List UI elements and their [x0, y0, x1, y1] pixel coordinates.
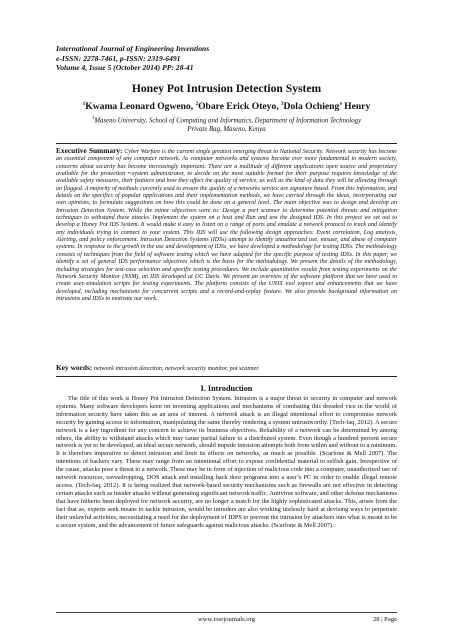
affiliation: Maseno University, School of Computing and Informatics, Department of Information Technology [94, 117, 362, 125]
journal-volume: Volume 4, Issue 5 (October 2014) PP: 28-41 [56, 63, 194, 73]
abstract [56, 147, 397, 303]
author-list [40, 101, 413, 112]
author-3-superscript: 3 [281, 101, 284, 107]
keywords [56, 363, 397, 372]
journal-issn: e-ISSN: 2278-7461, p-ISSN: 2319-6491 [56, 53, 181, 63]
introduction-paragraph: The title of this work is Honey Pot Intrusion Detection System. Intrusion is a major threat to security in computer and network systems. Many software developers keen on inventing applications and mechanisms of combating this dreaded vice in the world of information security have taken this as an area of interest. A network attack is an illegal intentional effort to compromise network security by gaining access to information, manipulating the same thereby rendering a system untrustworthy. (Tech-faq, 2012). A secure network is a key ingredient for any concern to achieve its business objectives. Reliability of a network can be determined by among others, the ability to withstand attacks which may cause partial failure to a distributed system. Even though a hundred percent secure network is yet to be developed, an ideal secure network, should impede intrusion attempts both from within and without to a minimum. It is therefore imperative to detect intrusion and limit its effects on networks, as much as possible. (Scarfone & Mell 2007). The intentions of hackers vary. These may range from an intentional effort to expose confidential material to selfish gain. Irrespective of the cause, attacks pose a threat to a network. These may be in form of injection of malicious code into a computer, unauthorized use of network resources, eavesdropping, DOS attack and installing back door programs into a user’s PC in order to enable illegal remote access. (Tech-faq, 2012). It is being realized that network-based security mechanisms such as firewalls are not effective in detecting certain attacks such as insider attacks without generating significant network traffic. Antivirus software, and other defense mechanisms that have hitherto been deployed for network security, are no longer a match for the highly sophisticated attacks. This, arises from the fact that as, experts seek means to tackle intrusion, would be intruders are also working tirelessly hard at devising ways to perpetrate their unlawful activities, necessitating a need for the deployment of IDPS to prevent the intrusion by attackers into what is meant to be a secure system, and the advancement of future safeguards against malicious attacks. (Scarfone & Mell 2007). [56, 395, 398, 529]
author-1: Kwama Leonard Ogweno, [85, 101, 196, 112]
abstract-text: Cyber Warfare is the current single greatest emerging threat to National Security. Network security has become an essential component of any computer network. As computer networks and systems become ever more fundamental to modern society, concerns about security has become increasingly important. There are a multitude of different applications open source and proprietary available for the protection •-system administrator, to decide on the most suitable format for their purpose requires knowledge of the available safety measures, their features and how they affect the quality of service, as well as the kind of data they will be allowing through un flagged. A majority of methods currently used to ensure the quality of a networks service are signature based. From this information, and details on the specifics of popular applications and their implementation methods, we have carried through the ideas, incorporating our own opinions, to formulate suggestions on how this could be done on a general level. The main objective was to design and develop an Intrusion Detection System. While the minor objectives were to: Design a port scanner to determine potential threats and mitigation techniques to withstand these attacks. Implement the system on a host and Run and test the designed IDS. In this project we set out to develop a Honey Pot IDS System. It would make it easy to listen on a range of ports and emulate a network protocol to track and identify any individuals trying to connect to your system. This IDS will use the following design approaches: Event correlation, Log analysis, Alerting, and policy enforcement. Intrusion Detection Systems (IDSs) attempt to identify unauthorized use, misuse, and abuse of computer systems. In response to the growth in the use and development of IDSs, we have developed a methodology for testing IDSs. The methodology consists of techniques from the field of software testing which we have adapted for the specific purpose of testing IDSs. In this paper, we identify a set of general IDS performance objectives which is the basis for the methodology. We present the details of the methodology, including strategies for test-case selection and specific testing procedures. We include quantitative results from testing experiments on the Network Security Monitor (NSM), an IDS developed at UC Davis. We present an overview of the software platform that we have used to create user-simulation scripts for testing experiments. The platform consists of the UNIX tool expect and enhancements that we have developed, including mechanisms for concurrent scripts and a record-and-replay feature. We also provide background information on intrusions and IDSs to motivate our work. [56, 149, 397, 302]
affiliation-superscript: 1 [91, 116, 95, 121]
author-2-superscript: 2 [195, 101, 199, 107]
author-1-superscript: 1 [82, 101, 86, 107]
abstract-box [56, 143, 397, 377]
affiliation-address: Private Bag, Maseno, Kenya [187, 126, 266, 134]
footer-page-number: 28 | Page [372, 616, 397, 623]
affiliation-block [40, 115, 413, 135]
keywords-label: Key words: [56, 363, 93, 372]
footer-divider [56, 612, 397, 613]
journal-name: International Journal of Engineering Inventions [56, 44, 210, 53]
keywords-text: network intrusion detection, network security monitor, pot scanner. [92, 365, 260, 372]
footer-url: www.iosrjournals.org [198, 616, 255, 623]
author-2: Obare Erick Oteyo, [198, 101, 282, 112]
author-3: Dola Ochieng’ Henry [283, 101, 371, 112]
journal-header [56, 44, 376, 73]
paper-title: Honey Pot Intrusion Detection System [131, 82, 322, 95]
section-heading-introduction: I. Introduction [200, 384, 253, 393]
abstract-label: Executive Summary: [56, 146, 123, 155]
